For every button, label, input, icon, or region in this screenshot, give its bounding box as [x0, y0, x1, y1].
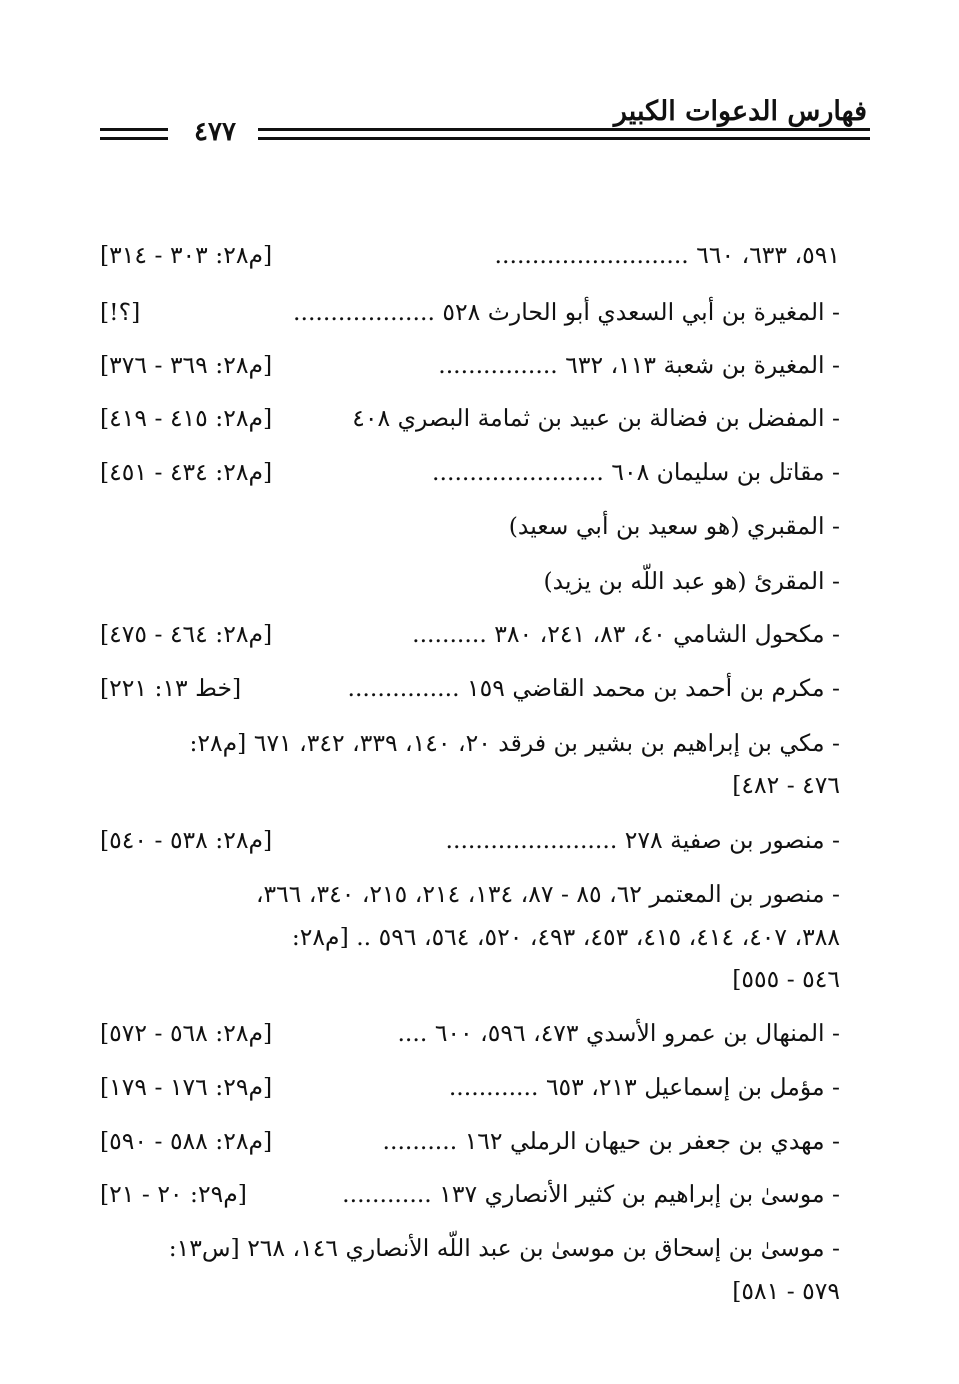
entry-text: - المغيرة بن شعبة ١١٣، ٦٣٢ ................ [438, 351, 840, 379]
entry-continuation-text: ٤٧٦ - ٤٨٢] [732, 771, 840, 799]
entry-reference: [خط ١٣: ٢٢١] [100, 674, 242, 702]
index-entry [100, 291, 840, 333]
index-entry [100, 1066, 840, 1108]
index-entry [100, 344, 840, 386]
entry-text: - مكي بن إبراهيم بن بشير بن فرقد ٢٠، ١٤٠، ٣٣٩، ٣٤٢، ٦٧١ [م٢٨: [189, 729, 840, 757]
entry-reference: [م٢٨: ٣٠٣ - ٣١٤] [100, 241, 273, 269]
index-entry-continuation [100, 764, 840, 806]
entry-text: - منصور بن صفية ٢٧٨ ....................... [445, 826, 840, 854]
entry-reference: [م٢٨: ٤٦٤ - ٤٧٥] [100, 620, 273, 648]
index-entry-continuation [100, 1270, 840, 1312]
entry-reference: [م٢٩: ١٧٦ - ١٧٩] [100, 1073, 273, 1101]
entry-text: - المقرئ (هو عبد اللّه بن يزيد) [543, 567, 840, 595]
entry-text: - مؤمل بن إسماعيل ٢١٣، ٦٥٣ ............ [448, 1073, 840, 1101]
index-entry [100, 1173, 840, 1215]
index-entry [100, 1012, 840, 1054]
entry-text: - منصور بن المعتمر ٦٢، ٨٥ - ٨٧، ١٣٤، ٢١٤، ٢١٥، ٣٤٠، ٣٦٦، [255, 880, 840, 908]
entry-text: ٥٩١، ٦٣٣، ٦٦٠ .......................... [494, 241, 840, 269]
index-entry [100, 560, 840, 602]
header-rule-left-top [100, 128, 168, 131]
entry-text: - موسىٰ بن إبراهيم بن كثير الأنصاري ١٣٧ ............ [342, 1180, 840, 1208]
index-entry [100, 613, 840, 655]
index-entry [100, 234, 840, 276]
entry-text: - موسىٰ بن إسحاق بن موسىٰ بن عبد اللّه الأنصاري ١٤٦، ٢٦٨ [س١٣: [168, 1234, 840, 1262]
entry-text: - مكرم بن أحمد بن محمد القاضي ١٥٩ ............... [347, 674, 840, 702]
entry-continuation-text: ٥٤٦ - ٥٥٥] [732, 965, 840, 993]
index-entry [100, 1227, 840, 1269]
entry-text: - المقبري (هو سعيد بن أبي سعيد) [508, 512, 840, 540]
entry-reference: [م٢٨: ٣٦٩ - ٣٧٦] [100, 351, 273, 379]
entry-text: - مكحول الشامي ٤٠، ٨٣، ٢٤١، ٣٨٠ .......... [412, 620, 840, 648]
header-rule-left-bottom [100, 137, 168, 140]
entry-reference: [م٢٨: ٤١٥ - ٤١٩] [100, 404, 273, 432]
header-rule-right-bottom [258, 137, 870, 140]
entry-reference: [م٢٨: ٥٨٨ - ٥٩٠] [100, 1127, 273, 1155]
entry-text: - المنهال بن عمرو الأسدي ٤٧٣، ٥٩٦، ٦٠٠ .... [397, 1019, 840, 1047]
header-rule-right-top [258, 128, 870, 131]
entry-text: - المفضل بن فضالة بن عبيد بن ثمامة البصري ٤٠٨ [352, 404, 840, 432]
index-entry [100, 667, 840, 709]
entry-text: - مقاتل بن سليمان ٦٠٨ ....................... [432, 458, 840, 486]
running-header-title: فهارس الدعوات الكبير [613, 96, 867, 127]
entry-text: - المغيرة بن أبي السعدي أبو الحارث ٥٢٨ ................... [293, 298, 840, 326]
entry-reference: [م٢٨: ٥٦٨ - ٥٧٢] [100, 1019, 273, 1047]
entry-reference: [م٢٨: ٤٣٤ - ٤٥١] [100, 458, 273, 486]
entry-text: - مهدي بن جعفر بن حيهان الرملي ١٦٢ .......... [382, 1127, 840, 1155]
index-entry [100, 505, 840, 547]
page-number: ٤٧٧ [194, 117, 236, 147]
index-entry-continuation [100, 916, 840, 958]
index-entry [100, 722, 840, 764]
index-entry-continuation [100, 958, 840, 1000]
index-entry [100, 397, 840, 439]
index-entry [100, 451, 840, 493]
entry-continuation-text: ٣٨٨، ٤٠٧، ٤١٤، ٤١٥، ٤٥٣، ٤٩٣، ٥٢٠، ٥٦٤، ٥٩٦ .. [م٢٨: [291, 923, 840, 951]
entry-reference: [م٢٩: ٢٠ - ٢١] [100, 1180, 247, 1208]
index-entry [100, 1120, 840, 1162]
index-entry [100, 873, 840, 915]
entry-continuation-text: ٥٧٩ - ٥٨١] [732, 1277, 840, 1305]
index-entry [100, 819, 840, 861]
entry-reference: [م٢٨: ٥٣٨ - ٥٤٠] [100, 826, 273, 854]
entry-reference: [؟!] [100, 298, 141, 326]
